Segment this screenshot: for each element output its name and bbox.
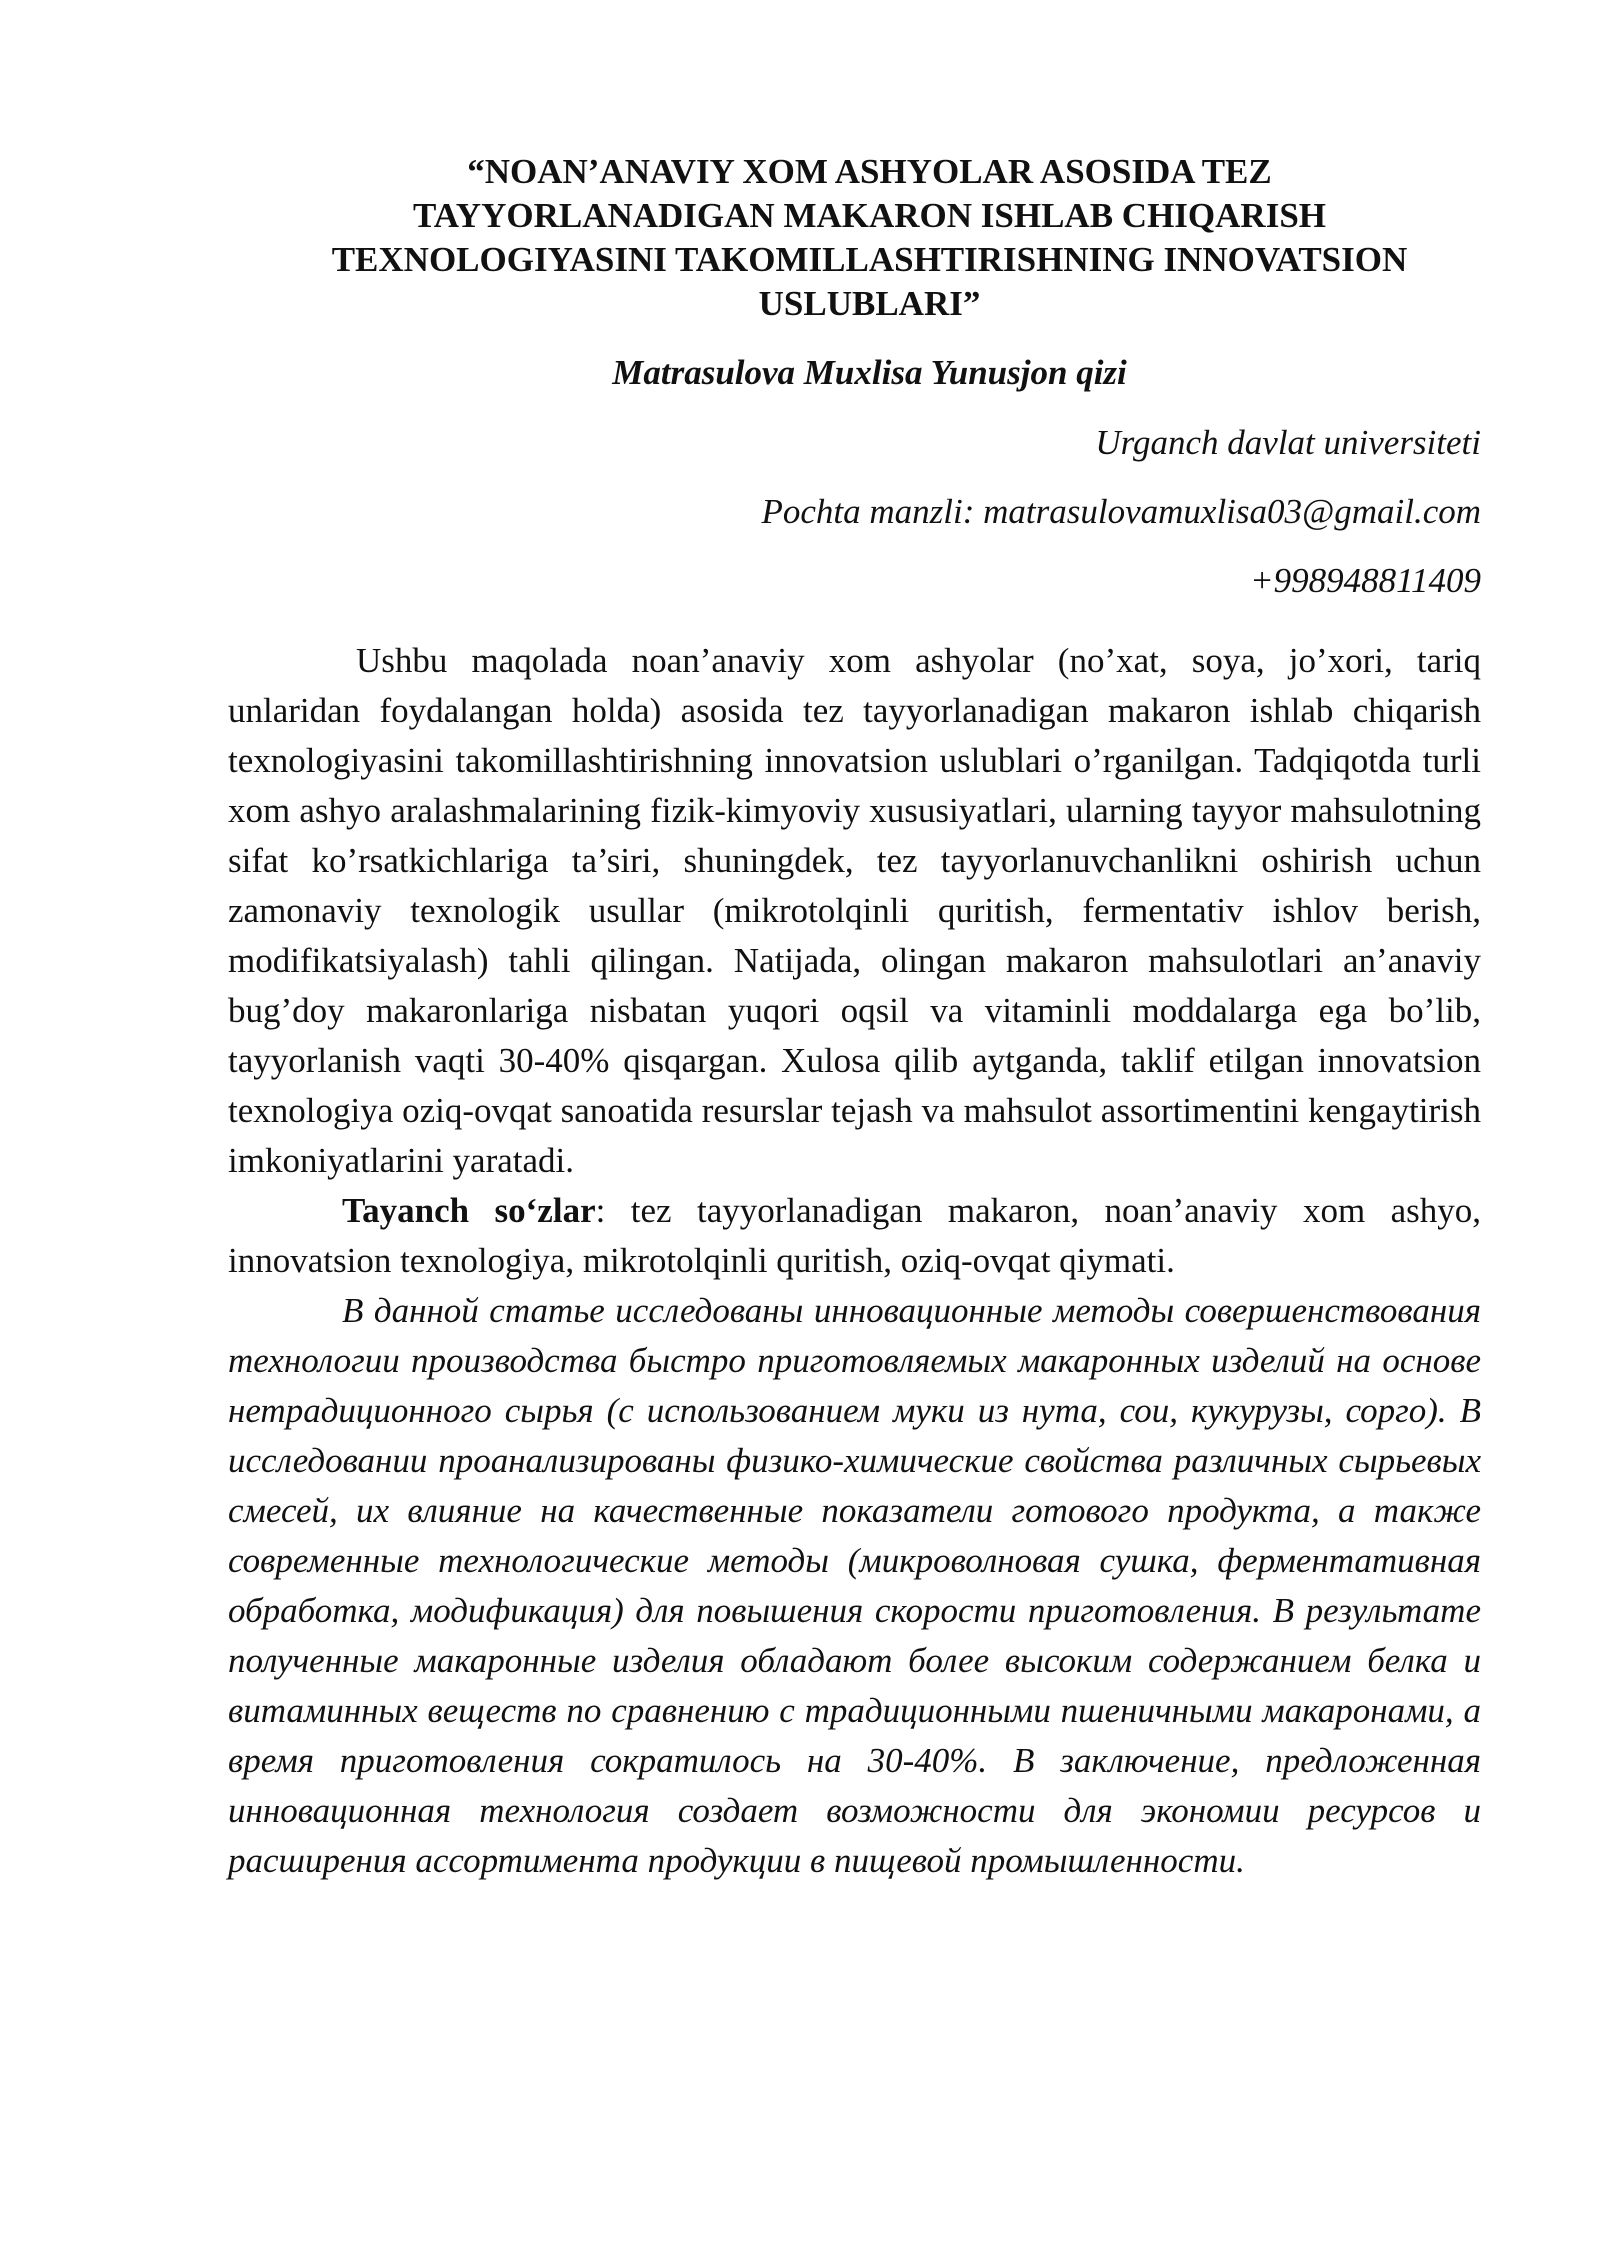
title-line: USLUBLARI” (758, 284, 981, 323)
article-content (228, 150, 1481, 1886)
title-line: TEXNOLOGIYASINI TAKOMILLASHTIRISHNING INNOVATSION (331, 240, 1408, 279)
title-line: “NOAN’ANAVIY XOM ASHYOLAR ASOSIDA TEZ (467, 152, 1272, 191)
keywords-text: : tez tayyorlanadigan makaron, noan’anaviy xom ashyo, innovatsion texnologiya, mikrotolqinli quritish, oziq-ovqat qiymati. (228, 1191, 1482, 1280)
abstract-russian: В данной статье исследованы инновационные методы совершенствования технологии производства быстро приготовляемых макаронных изделий на основе нетрадиционного сырья (с использованием муки из нута, сои, кукурузы, сорго). В исследовании проанализированы физико-химические свойства различных сырьевых смесей, их влияние на качественные показатели готового продукта, а также современные технологические методы (микроволновая сушка, ферментативная обработка, модификация) для повышения скорости приготовления. В результате полученные макаронные изделия обладают более высоким содержанием белка и витаминных веществ по сравнению с традиционными пшеничными макаронами, а время приготовления сократилось на 30-40%. В заключение, предложенная инновационная технология создает возможности для экономии ресурсов и расширения ассортимента продукции в пищевой промышленности. (228, 1291, 1481, 1880)
keywords-paragraph (228, 1186, 1481, 1286)
keywords-label: Tayanch so‘zlar (342, 1191, 596, 1230)
title-line: TAYYORLANADIGAN MAKARON ISHLAB CHIQARISH (412, 196, 1327, 235)
email-line: Pochta manzli: matrasulovamuxlisa03@gmail.com (761, 492, 1481, 531)
abstract-uzbek: Ushbu maqolada noan’anaviy xom ashyolar (no’xat, soya, jo’xori, tariq unlaridan foydalangan holda) asosida tez tayyorlanadigan makaron ishlab chiqarish texnologiyasini takomillashtirishning innovatsion uslublari o’rganilgan. Tadqiqotda turli xom ashyo aralashmalarining fizik-kimyoviy xususiyatlari, ularning tayyor mahsulotning sifat ko’rsatkichlariga ta’siri, shuningdek, tez tayyorlanuvchanlikni oshirish uchun zamonaviy texnologik usullar (mikrotolqinli quritish, fermentativ ishlov berish, modifikatsiyalash) tahli qilingan. Natijada, olingan makaron mahsulotlari an’anaviy bug’doy makaronlariga nisbatan yuqori oqsil va vitaminli moddalarga ega bo’lib, tayyorlanish vaqti 30-40% qisqargan. Xulosa qilib aytganda, taklif etilgan innovatsion texnologiya oziq-ovqat sanoatida resurslar tejash va mahsulot assortimentini kengaytirish imkoniyatlarini yaratadi. (228, 641, 1481, 1180)
affiliation: Urganch davlat universiteti (1095, 423, 1481, 462)
phone-number: +998948811409 (1249, 561, 1481, 600)
author-name: Matrasulova Muxlisa Yunusjon qizi (612, 353, 1127, 392)
article-title (258, 150, 1481, 326)
